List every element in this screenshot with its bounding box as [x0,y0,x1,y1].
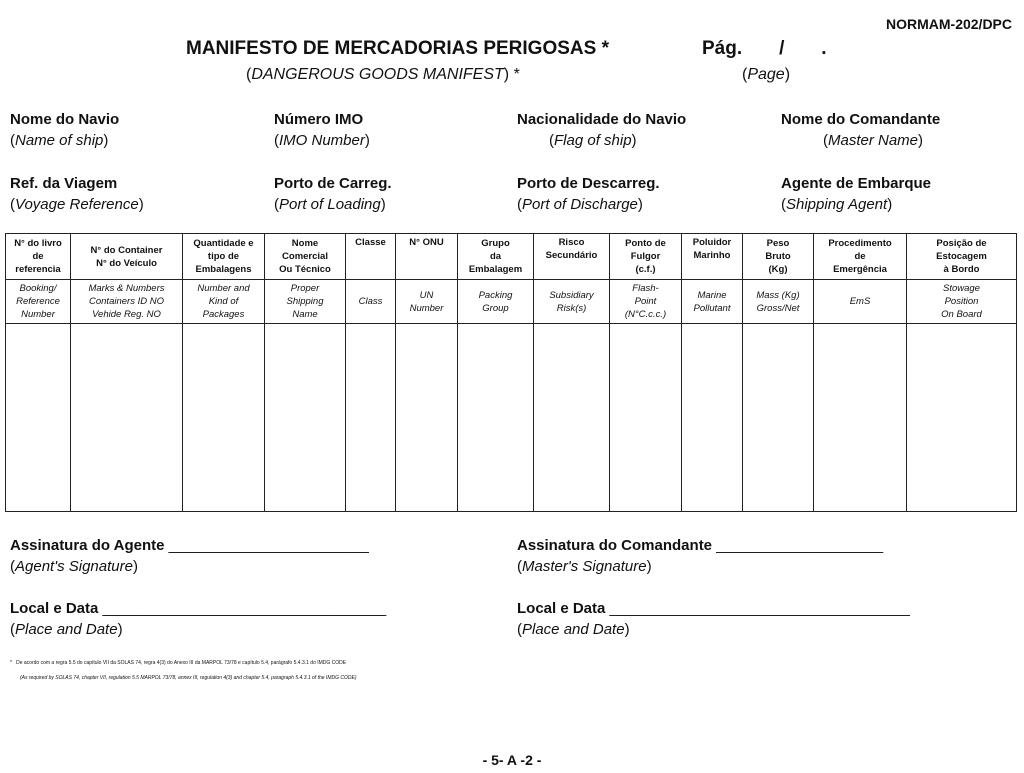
master-signature-line[interactable]: ____________________ [716,537,884,554]
field-ship-name-en [10,130,119,151]
master-signature-label: Assinatura do Comandante [517,537,713,554]
col-header: Risco Secundário [534,234,610,280]
paren-close: ) [364,132,370,149]
norm-code: NORMAM-202/DPC [885,16,1012,32]
col-header: Quantidade e tipo de Embalagens [183,234,265,280]
master-signature-en [517,556,883,577]
page-label: Pág. / . [702,38,827,59]
col-header-en: Marks & Numbers Containers ID NO Vehide Reg. NO [71,280,183,324]
col-header-en: Marine Pollutant [682,280,743,324]
paren-close: ) [646,558,652,575]
paren-open: ( [274,196,279,213]
paren-close: ) [132,558,138,575]
field-port-discharge-en [517,194,660,215]
field-imo-number-en [274,130,370,151]
field-port-discharge [517,173,660,215]
field-en-text: Flag of ship [554,132,632,149]
field-port-loading-en [274,194,392,215]
paren-open: ( [517,621,522,638]
field-master-name-label: Nome do Comandante [781,111,941,128]
col-header: Poluidor Marinho [682,234,743,280]
agent-signature-en [10,556,369,577]
col-header: Ponto de Fulgor (c.f.) [610,234,682,280]
agent-signature-line[interactable]: ________________________ [168,537,369,554]
table-cell[interactable] [396,324,458,512]
paren-open: ( [10,621,15,638]
col-header: Classe [346,234,396,280]
agent-signature-label: Assinatura do Agente [10,537,165,554]
subtitle-text: DANGEROUS GOODS MANIFEST [251,66,504,83]
master-place-date-en [517,619,910,640]
table-cell[interactable] [610,324,682,512]
paren-open: ( [10,196,15,213]
page-label-en [742,66,790,84]
col-header-en: Number and Kind of Packages [183,280,265,324]
agent-place-date-en [10,619,386,640]
master-place-date-line[interactable]: ____________________________________ [609,600,910,617]
paren-open: ( [517,558,522,575]
subtitle-paren-close: ) * [503,66,520,83]
col-header: Posição de Estocagem à Bordo [907,234,1017,280]
table-header-en [6,280,1017,324]
field-shipping-agent-label: Agente de Embarque [781,175,932,192]
paren-open: ( [549,132,554,149]
field-en-text: Shipping Agent [786,196,888,213]
col-header: N° ONU [396,234,458,280]
master-place-date-label: Local e Data [517,600,606,617]
goods-table [5,233,1017,512]
page-en-paren-open: ( [742,66,748,83]
table-cell[interactable] [743,324,814,512]
col-header-en: Proper Shipping Name [265,280,346,324]
table-cell[interactable] [907,324,1017,512]
sig-en-text: Place and Date [15,621,118,638]
sig-en-text: Place and Date [522,621,625,638]
col-header-en: UN Number [396,280,458,324]
paren-open: ( [781,196,786,213]
sig-en-text: Master's Signature [522,558,647,575]
table-cell[interactable] [346,324,396,512]
field-en-text: Name of ship [15,132,104,149]
page-number: - 5- A -2 - [482,752,542,768]
paren-close: ) [380,196,386,213]
col-header-en: Class [346,280,396,324]
col-header: Procedimento de Emergência [814,234,907,280]
col-header-en: Flash- Point (N°C.c.c.) [610,280,682,324]
col-header-en: Subsidiary Risk(s) [534,280,610,324]
agent-signature [10,535,369,577]
table-row [6,324,1017,512]
table-cell[interactable] [534,324,610,512]
field-en-text: Master Name [828,132,919,149]
master-signature [517,535,883,577]
sig-en-text: Agent's Signature [15,558,133,575]
paren-close: ) [138,196,144,213]
field-port-loading [274,173,392,215]
field-flag [517,109,686,151]
table-cell[interactable] [265,324,346,512]
paren-close: ) [624,621,630,638]
field-en-text: Port of Discharge [522,196,638,213]
paren-close: ) [637,196,643,213]
paren-close: ) [631,132,637,149]
field-flag-en [517,130,686,151]
footnote-pt [10,659,346,667]
paren-open: ( [823,132,828,149]
field-en-text: IMO Number [279,132,365,149]
footnote-pt-text: De acordo com a regra 5.5 do capítulo VII da SOLAS 74, regra 4(3) do Anexo III da MARPOL 73/78 e capítulo 5.4, parágrafo 5.4.3.1 do IMDG CODE [16,660,347,666]
paren-open: ( [10,558,15,575]
table-header-pt [6,234,1017,280]
col-header: Peso Bruto (Kg) [743,234,814,280]
field-shipping-agent [781,173,931,215]
field-ship-name [10,109,119,151]
page-en-paren-close: ) [784,66,791,83]
col-header-en: Packing Group [458,280,534,324]
agent-place-date-line[interactable]: __________________________________ [102,600,387,617]
table-cell[interactable] [682,324,743,512]
col-header: Nome Comercial Ou Técnico [265,234,346,280]
table-cell[interactable] [6,324,71,512]
field-shipping-agent-en [781,194,931,215]
col-header-en: Booking/ Reference Number [6,280,71,324]
agent-place-date-label: Local e Data [10,600,99,617]
field-imo-number-label: Número IMO [274,111,364,128]
paren-open: ( [274,132,279,149]
footnote-mark: * [10,660,12,666]
field-flag-label: Nacionalidade do Navio [517,111,687,128]
form-subtitle [246,66,520,84]
field-port-discharge-label: Porto de Descarreg. [517,175,660,192]
col-header: Grupo da Embalagem [458,234,534,280]
field-voyage-ref-label: Ref. da Viagem [10,175,118,192]
field-voyage-ref [10,173,144,215]
field-port-loading-label: Porto de Carreg. [274,175,392,192]
col-header-en: Mass (Kg) Gross/Net [743,280,814,324]
table-cell[interactable] [458,324,534,512]
paren-open: ( [517,196,522,213]
field-en-text: Port of Loading [279,196,381,213]
agent-place-date [10,598,386,640]
col-header: N° do Container N° do Veículo [71,234,183,280]
table-cell[interactable] [71,324,183,512]
paren-open: ( [10,132,15,149]
paren-close: ) [103,132,109,149]
field-en-text: Voyage Reference [15,196,139,213]
col-header: N° do livro de referencia [6,234,71,280]
footnote-en: (As required by SOLAS 74, chapter VII, regulation 5.5 MARPOL 73/78, annex III, regulation 4(3) and chapter 5.4, paragraph 5.4.3.1 of the IMDG CODE) [20,675,357,681]
field-voyage-ref-en [10,194,144,215]
paren-close: ) [887,196,893,213]
col-header-en: Stowage Position On Board [907,280,1017,324]
paren-close: ) [918,132,924,149]
form-title: MANIFESTO DE MERCADORIAS PERIGOSAS * [186,38,609,59]
paren-close: ) [117,621,123,638]
field-master-name-en [781,130,940,151]
page-en-text: Page [747,66,785,83]
col-header-en: EmS [814,280,907,324]
master-place-date [517,598,910,640]
table-cell[interactable] [183,324,265,512]
subtitle-paren-open: ( [246,66,252,83]
table-cell[interactable] [814,324,907,512]
field-imo-number [274,109,370,151]
field-master-name [781,109,940,151]
field-ship-name-label: Nome do Navio [10,111,120,128]
